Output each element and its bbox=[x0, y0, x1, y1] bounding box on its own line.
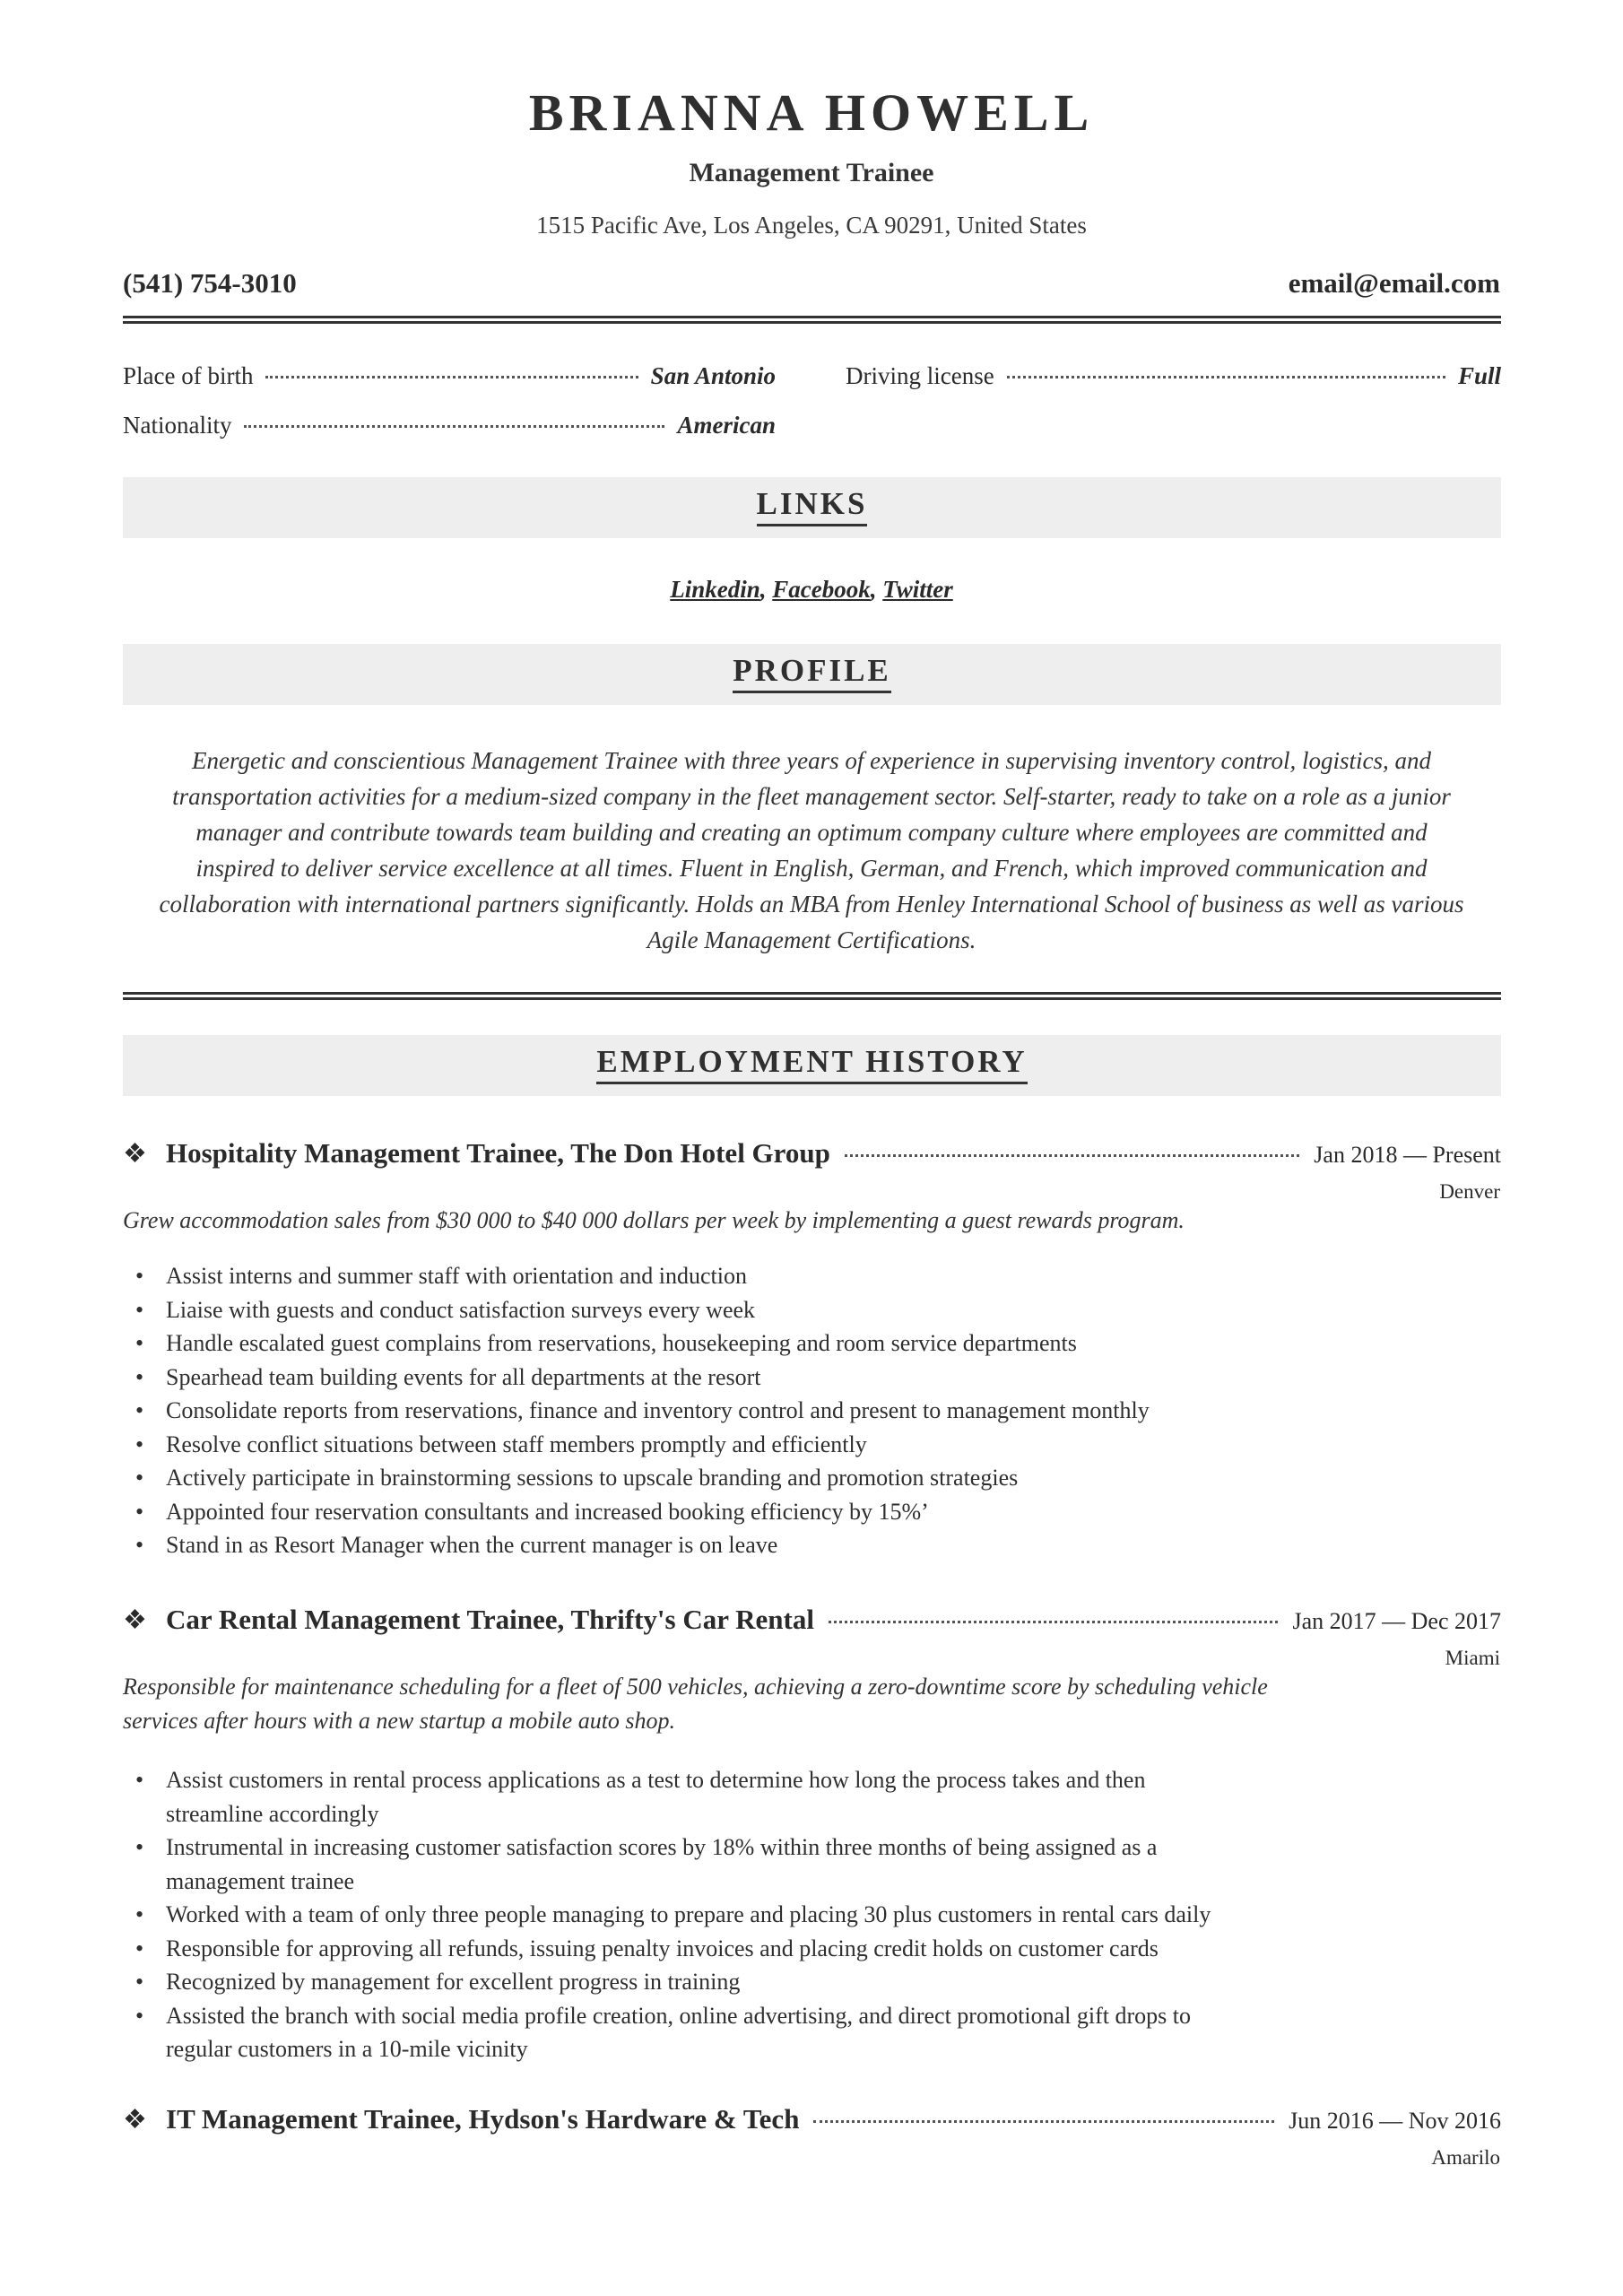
detail-nationality bbox=[123, 412, 776, 439]
facebook-link[interactable]: Facebook bbox=[772, 576, 871, 603]
list-item: • Stand in as Resort Manager when the current manager is on leave bbox=[130, 1528, 1475, 1562]
links-section-header bbox=[123, 477, 1501, 538]
job-city: Miami bbox=[1445, 1647, 1500, 1669]
detail-label: Driving license bbox=[846, 362, 994, 389]
job-header bbox=[123, 2103, 1501, 2135]
job-summary: Responsible for maintenance scheduling for a fleet of 500 vehicles, achieving a zero-downtime score by scheduling vehicle services after hours with a new startup a mobile auto shop. bbox=[123, 1674, 1268, 1734]
job-city: Amarilo bbox=[1431, 2146, 1500, 2169]
list-item: • Appointed four reservation consultants and increased booking efficiency by 15%’ bbox=[130, 1495, 1475, 1529]
list-item: • Worked with a team of only three people managing to prepare and placing 30 plus customers in rental cars daily bbox=[130, 1898, 1242, 1932]
candidate-title: Management Trainee bbox=[689, 158, 934, 187]
detail-value: Full bbox=[1457, 362, 1501, 389]
detail-value: American bbox=[677, 412, 776, 439]
social-links bbox=[0, 576, 1623, 604]
fleuron-icon: ❖ bbox=[123, 2105, 147, 2135]
job-dates: Jun 2016 — Nov 2016 bbox=[1289, 2108, 1501, 2134]
job-title: Car Rental Management Trainee, Thrifty's Car Rental bbox=[166, 1604, 814, 1635]
job-header bbox=[123, 1137, 1501, 1170]
dot-leader bbox=[845, 1154, 1299, 1157]
dot-leader bbox=[244, 425, 664, 428]
fleuron-icon: ❖ bbox=[123, 1605, 147, 1635]
section-title: EMPLOYMENT HISTORY bbox=[596, 1044, 1027, 1084]
dot-leader bbox=[1007, 376, 1445, 378]
fleuron-icon: ❖ bbox=[123, 1139, 147, 1169]
job-title: Hospitality Management Trainee, The Don Hotel Group bbox=[166, 1137, 830, 1169]
job-bullets bbox=[130, 1259, 1475, 1562]
job-dates: Jan 2017 — Dec 2017 bbox=[1292, 1608, 1501, 1634]
header-divider bbox=[123, 316, 1501, 324]
phone-number: (541) 754-3010 bbox=[123, 267, 297, 299]
list-item: • Assist customers in rental process applications as a test to determine how long the process takes and then streamline accordingly bbox=[130, 1763, 1242, 1831]
section-title: PROFILE bbox=[733, 653, 891, 693]
section-title: LINKS bbox=[757, 486, 868, 526]
profile-text: Energetic and conscientious Management Trainee with three years of experience in supervising inventory control, logistics, and transportation activities for a medium-sized company in the fleet management sector. Self-starter, ready to take on a role as a junior manager and contribute towards team building and creating an optimum company culture where employees are committed and inspired to deliver service excellence at all times. Fluent in English, German, and French, which improved communication and collaboration with international partners significantly. Holds an MBA from Henley International School of business as well as various Agile Management Certifications. bbox=[159, 747, 1464, 953]
list-item: • Liaise with guests and conduct satisfaction surveys every week bbox=[130, 1293, 1475, 1327]
linkedin-link[interactable]: Linkedin bbox=[670, 576, 760, 603]
profile-section-header bbox=[123, 644, 1501, 705]
dot-leader bbox=[265, 376, 638, 378]
detail-label: Nationality bbox=[123, 412, 232, 439]
list-item: • Spearhead team building events for all departments at the resort bbox=[130, 1361, 1475, 1395]
list-item: • Resolve conflict situations between staff members promptly and efficiently bbox=[130, 1428, 1475, 1462]
job-header bbox=[123, 1604, 1501, 1636]
candidate-name: BRIANNA HOWELL bbox=[528, 83, 1095, 142]
list-item: • Actively participate in brainstorming sessions to upscale branding and promotion strategies bbox=[130, 1461, 1475, 1495]
email-address: email@email.com bbox=[1288, 267, 1500, 299]
link-separator: , bbox=[870, 576, 883, 603]
job-summary: Grew accommodation sales from $30 000 to $40 000 dollars per week by implementing a guest rewards program. bbox=[123, 1207, 1185, 1233]
list-item: • Recognized by management for excellent progress in training bbox=[130, 1965, 1242, 1999]
candidate-address: 1515 Pacific Ave, Los Angeles, CA 90291, United States bbox=[536, 212, 1087, 239]
detail-value: San Antonio bbox=[650, 362, 776, 389]
detail-driving-license bbox=[846, 362, 1501, 390]
job-title: IT Management Trainee, Hydson's Hardware & Tech bbox=[166, 2103, 800, 2135]
link-separator: , bbox=[759, 576, 773, 603]
list-item: • Responsible for approving all refunds, issuing penalty invoices and placing credit holds on customer cards bbox=[130, 1932, 1242, 1966]
detail-label: Place of birth bbox=[123, 362, 254, 389]
job-dates: Jan 2018 — Present bbox=[1314, 1142, 1501, 1168]
detail-place-of-birth bbox=[123, 362, 776, 390]
job-bullets bbox=[130, 1763, 1242, 2066]
list-item: • Instrumental in increasing customer satisfaction scores by 18% within three months of being assigned as a management trainee bbox=[130, 1831, 1242, 1898]
list-item: • Assist interns and summer staff with orientation and induction bbox=[130, 1259, 1475, 1293]
profile-divider bbox=[123, 992, 1501, 1000]
list-item: • Assisted the branch with social media profile creation, online advertising, and direct promotional gift drops to regular customers in a 10-mile vicinity bbox=[130, 1999, 1242, 2066]
dot-leader bbox=[813, 2120, 1274, 2123]
dot-leader bbox=[829, 1621, 1279, 1623]
job-city: Denver bbox=[1439, 1180, 1500, 1203]
list-item: • Consolidate reports from reservations, finance and inventory control and present to management monthly bbox=[130, 1394, 1475, 1428]
list-item: • Handle escalated guest complains from reservations, housekeeping and room service departments bbox=[130, 1326, 1475, 1361]
twitter-link[interactable]: Twitter bbox=[882, 576, 953, 603]
employment-section-header bbox=[123, 1035, 1501, 1096]
